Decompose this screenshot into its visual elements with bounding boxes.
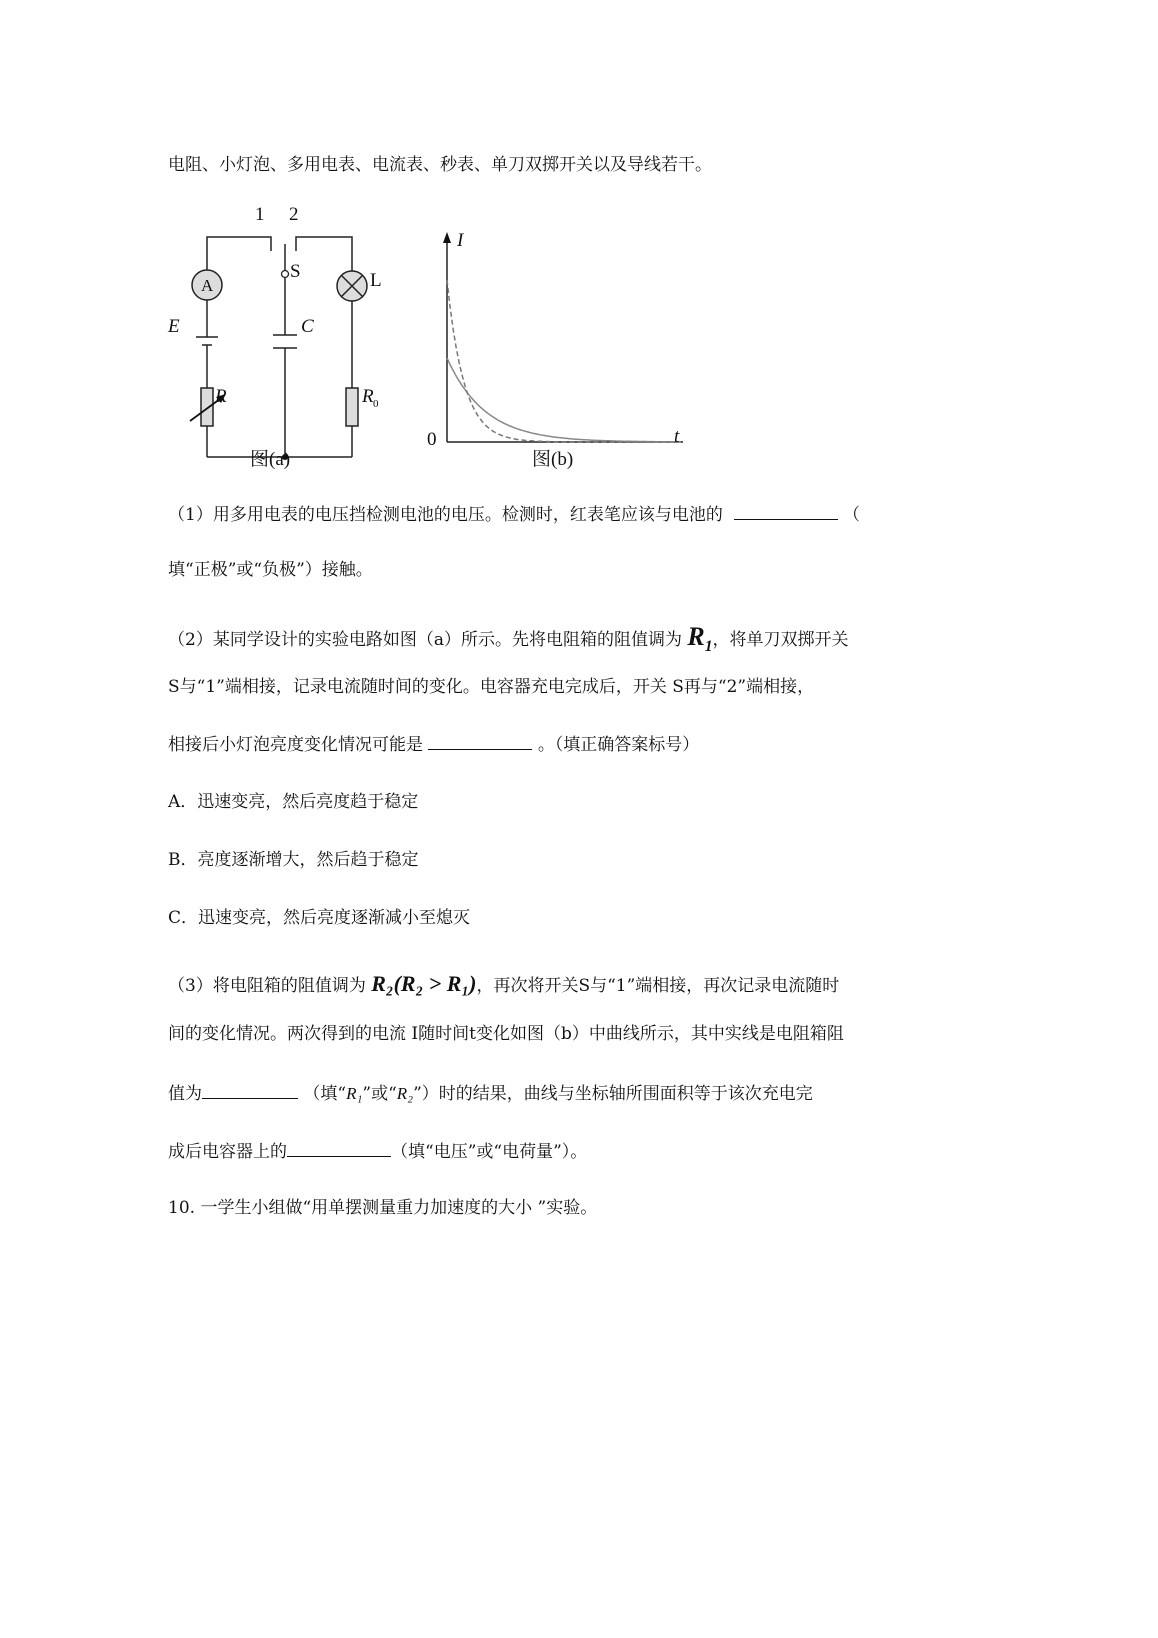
- q1-line1: （1）用多用电表的电压挡检测电池的电压。检测时，红表笔应该与电池的 （: [168, 501, 860, 527]
- q3-answer-blank-2[interactable]: [287, 1138, 391, 1157]
- q3-line1: （3）将电阻箱的阻值调为 R₂(R₂ > R₁)，再次将开关S与“1”端相接，再次记录电流随时: [168, 971, 840, 996]
- q1-answer-blank[interactable]: [734, 501, 838, 520]
- resistor-r0-icon: [346, 388, 358, 426]
- label-l: L: [370, 270, 382, 291]
- axis-label-i: I: [457, 230, 464, 251]
- label-2: 2: [289, 204, 299, 225]
- q2-line3: 相接后小灯泡亮度变化情况可能是 。（填正确答案标号）: [168, 731, 699, 757]
- q3-line4: 成后电容器上的 （填“电压”或“电荷量”）。: [168, 1138, 587, 1164]
- circuit-diagram: [196, 237, 352, 457]
- caption-b: 图(b): [532, 449, 574, 470]
- lamp-icon: [337, 271, 367, 301]
- axis-label-t: t: [674, 426, 680, 447]
- intro-text: 电阻、小灯泡、多用电表、电流表、秒表、单刀双掷开关以及导线若干。: [168, 155, 712, 175]
- label-r0: R: [362, 386, 374, 407]
- q3-line3: 值为 （填“R₁”或“R₂”）时的结果，曲线与坐标轴所围面积等于该次充电完: [168, 1080, 813, 1106]
- label-a: A: [201, 276, 214, 295]
- graph-axes: [447, 238, 683, 442]
- r1-math: $R_1$: [687, 622, 713, 656]
- label-c: C: [301, 316, 314, 337]
- label-e: E: [168, 316, 180, 337]
- q2-line1: （2）某同学设计的实验电路如图（a）所示。先将电阻箱的阻值调为 $R_1$，将单刀双掷开关: [168, 622, 849, 656]
- q1-line2: 填“正极”或“负极”）接触。: [168, 560, 373, 580]
- dashed-curve: [447, 280, 681, 442]
- option-a: A．迅速变亮，然后亮度趋于稳定: [168, 792, 419, 812]
- option-b: B．亮度逐渐增大，然后趋于稳定: [168, 850, 419, 870]
- q3-answer-blank-1[interactable]: [202, 1080, 298, 1099]
- label-1: 1: [255, 204, 265, 225]
- q2-answer-blank[interactable]: [428, 731, 532, 750]
- switch-pivot: [282, 271, 289, 278]
- q2-line2: S与“1”端相接，记录电流随时间的变化。电容器充电完成后，开关 S再与“2”端相接，: [168, 677, 815, 697]
- figures: [160, 195, 700, 480]
- label-s: S: [290, 261, 301, 282]
- label-r0-sub: 0: [373, 398, 379, 410]
- r2-math: R₂(R₂ > R₁): [371, 971, 477, 996]
- label-r: R: [215, 386, 227, 407]
- solid-curve: [447, 358, 681, 442]
- q10-text: 10. 一学生小组做“用单摆测量重力加速度的大小 ”实验。: [168, 1198, 598, 1218]
- caption-a: 图(a): [250, 449, 291, 470]
- q3-line2: 间的变化情况。两次得到的电流 I随时间t变化如图（b）中曲线所示，其中实线是电阻箱阻: [168, 1024, 844, 1044]
- option-c: C．迅速变亮，然后亮度逐渐减小至熄灭: [168, 908, 471, 928]
- rheostat-icon: [201, 388, 213, 426]
- origin-label: 0: [427, 429, 437, 450]
